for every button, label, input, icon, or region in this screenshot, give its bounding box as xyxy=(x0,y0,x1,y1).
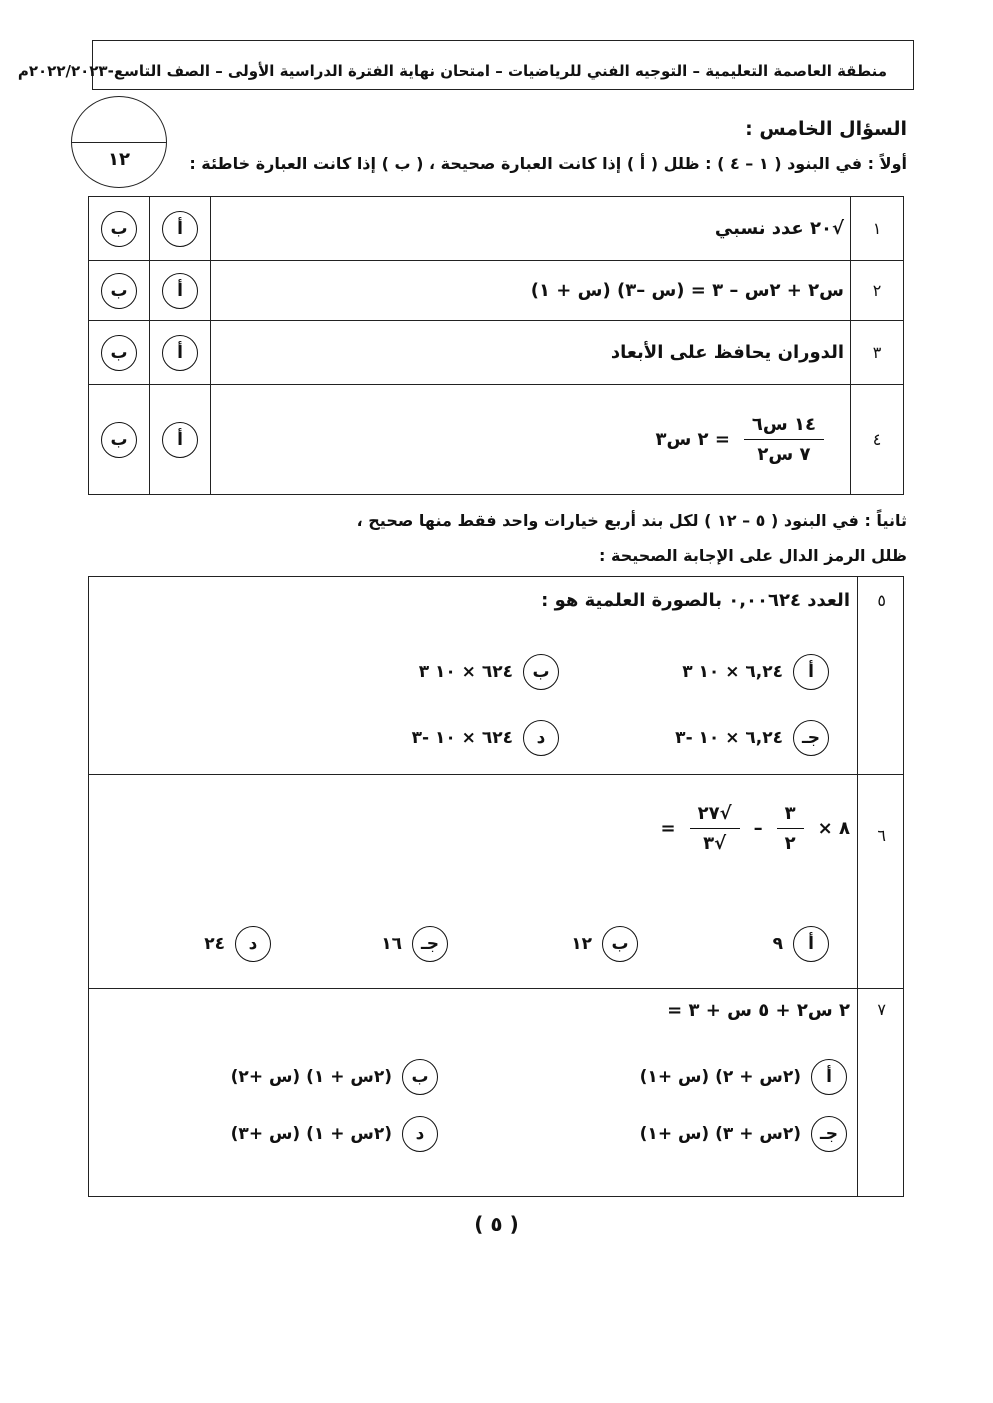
item-stem: العدد ٠,٠٠٦٢٤ بالصورة العلمية هو : xyxy=(541,590,850,611)
choice-c[interactable] xyxy=(640,1116,847,1152)
fraction xyxy=(744,414,824,465)
item-number: ٣ xyxy=(851,321,904,385)
item-statement: الدوران يحافظ على الأبعاد xyxy=(211,321,851,385)
header-text: منطقة العاصمة التعليمية – التوجيه الفني للرياضيات – امتحان نهاية الفترة الدراسية الأولى – الصف التاسع-٢٠٢٢/٢٠٢٣م xyxy=(17,62,887,80)
choice-text: ٦,٢٤ × ١٠ ٣ xyxy=(682,662,783,682)
choice-bubble[interactable]: أ xyxy=(793,654,829,690)
choice-bubble[interactable]: د xyxy=(402,1116,438,1152)
right-hand-side: = ٢ س٣ xyxy=(655,429,730,450)
choice-text: (٢س + ٢) (س +١) xyxy=(639,1067,801,1087)
choice-text: (٢س + ١) (س +٢) xyxy=(230,1067,392,1087)
choice-text: ٢٤ xyxy=(204,934,225,954)
choice-text: ٩ xyxy=(772,934,783,954)
question-title: السؤال الخامس : xyxy=(745,118,907,140)
option-b-bubble[interactable]: ب xyxy=(101,335,137,371)
table-row xyxy=(89,385,904,495)
choice-text: ١٢ xyxy=(571,934,592,954)
choice-d[interactable] xyxy=(231,1116,438,1152)
grade-circle xyxy=(71,96,167,188)
numerator: √٢٧ xyxy=(690,803,740,829)
choice-bubble[interactable]: أ xyxy=(811,1059,847,1095)
choice-text: ٦,٢٤ × ١٠ -٣ xyxy=(675,728,783,748)
choice-b[interactable] xyxy=(571,926,638,962)
exam-header xyxy=(17,40,914,90)
item-statement: √٢٠ عدد نسبي xyxy=(211,197,851,261)
part2-subtitle: ظلل الرمز الدال على الإجابة الصحيحة : xyxy=(599,546,907,565)
choice-bubble[interactable]: د xyxy=(523,720,559,756)
choice-a[interactable] xyxy=(682,654,829,690)
row-divider xyxy=(88,774,904,775)
fraction xyxy=(690,803,740,854)
choice-bubble[interactable]: جـ xyxy=(793,720,829,756)
choice-text: ٦٢٤ × ١٠ -٣ xyxy=(411,728,513,748)
choice-b[interactable] xyxy=(419,654,559,690)
number-column-divider xyxy=(857,576,858,1197)
item-number: ٥ xyxy=(877,591,886,610)
numerator: ٣ xyxy=(777,803,804,829)
choice-c[interactable] xyxy=(381,926,448,962)
item-number: ٢ xyxy=(851,261,904,321)
minus-sign: – xyxy=(753,818,763,839)
row-divider xyxy=(88,988,904,989)
option-a-bubble[interactable]: أ xyxy=(162,273,198,309)
choice-text: ٦٢٤ × ١٠ ٣ xyxy=(418,662,513,682)
choice-bubble[interactable]: ب xyxy=(523,654,559,690)
denominator: ٧ س٢ xyxy=(757,444,811,465)
grade-mark: ١٢ xyxy=(108,149,130,170)
item-stem xyxy=(661,803,850,854)
choice-c[interactable] xyxy=(675,720,829,756)
denominator: √٣ xyxy=(703,833,727,854)
choice-text: ١٦ xyxy=(381,934,402,954)
denominator: ٢ xyxy=(784,833,796,854)
stem-prefix: ٨ × xyxy=(817,818,850,839)
choice-bubble[interactable]: ب xyxy=(602,926,638,962)
choice-a[interactable] xyxy=(773,926,829,962)
option-a-bubble[interactable]: أ xyxy=(162,422,198,458)
choice-text: (٢س + ١) (س +٣) xyxy=(230,1124,392,1144)
item-number: ١ xyxy=(851,197,904,261)
choice-bubble[interactable]: د xyxy=(235,926,271,962)
item-stem: ٢ س٢ + ٥ س + ٣ = xyxy=(667,1000,850,1021)
choice-bubble[interactable]: جـ xyxy=(811,1116,847,1152)
choice-b[interactable] xyxy=(231,1059,438,1095)
choice-bubble[interactable]: جـ xyxy=(412,926,448,962)
choice-d[interactable] xyxy=(412,720,559,756)
item-number: ٤ xyxy=(851,385,904,495)
option-b-bubble[interactable]: ب xyxy=(101,422,137,458)
equals-sign: = xyxy=(660,818,676,839)
option-a-bubble[interactable]: أ xyxy=(162,211,198,247)
choice-bubble[interactable]: أ xyxy=(793,926,829,962)
part1-title: أولاً : في البنود ( ١ – ٤ ) : ظلل ( أ ) إذا كانت العبارة صحيحة ، ( ب ) إذا كانت العبارة خاطئة : xyxy=(189,154,907,173)
page-number: ( ٥ ) xyxy=(474,1212,519,1236)
item-statement: س٢ + ٢س – ٣ = (س –٣) (س + ١) xyxy=(211,261,851,321)
item-statement xyxy=(211,385,851,495)
option-b-bubble[interactable]: ب xyxy=(101,211,137,247)
option-b-bubble[interactable]: ب xyxy=(101,273,137,309)
numerator: ١٤ س٦ xyxy=(744,414,824,440)
item-number: ٧ xyxy=(877,1000,886,1019)
option-a-bubble[interactable]: أ xyxy=(162,335,198,371)
true-false-table xyxy=(88,196,904,495)
choice-text: (٢س + ٣) (س +١) xyxy=(639,1124,801,1144)
grade-divider xyxy=(72,142,166,143)
choice-a[interactable] xyxy=(640,1059,847,1095)
table-row xyxy=(89,261,904,321)
part2-title: ثانياً : في البنود ( ٥ – ١٢ ) لكل بند أربع خيارات واحد فقط منها صحيح ، xyxy=(356,511,907,530)
table-row xyxy=(89,321,904,385)
table-row xyxy=(89,197,904,261)
choice-d[interactable] xyxy=(204,926,271,962)
choice-bubble[interactable]: ب xyxy=(402,1059,438,1095)
fraction xyxy=(777,803,804,854)
item-number: ٦ xyxy=(877,826,886,845)
